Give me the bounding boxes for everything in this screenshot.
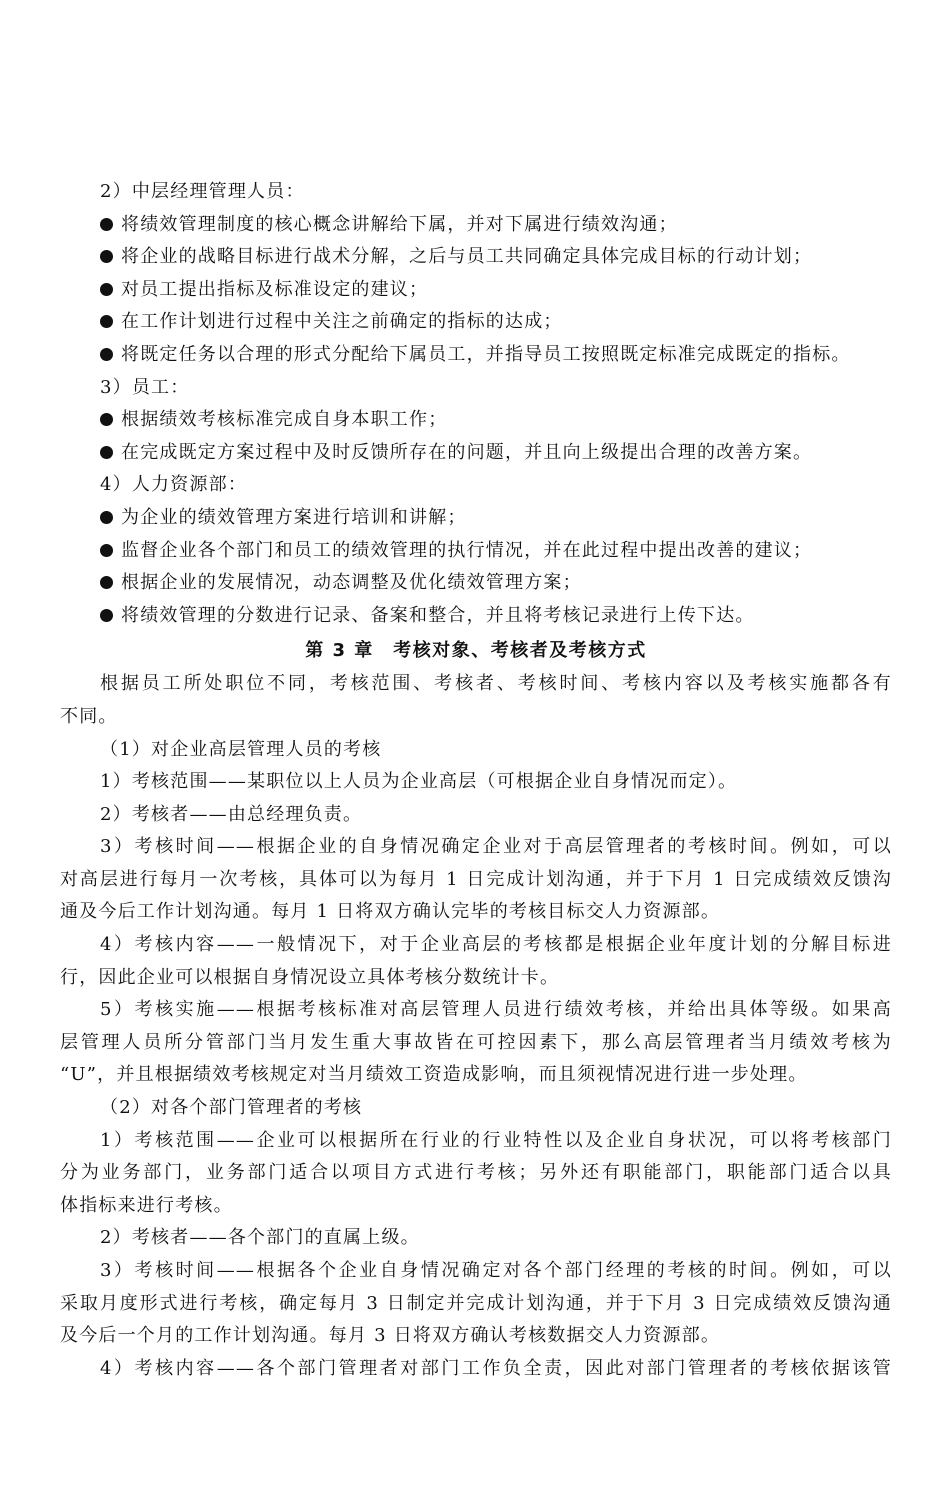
paragraph-line: 行，因此企业可以根据自身情况设立具体考核分数统计卡。 [60, 966, 560, 988]
paragraph-line: 层管理人员所分管部门当月发生重大事故皆在可控因素下，那么高层管理者当月绩效考核为 [60, 1031, 892, 1053]
paragraph-line: 1）考核范围——企业可以根据所在行业的行业特性以及企业自身状况，可以将考核部门 [100, 1129, 892, 1151]
list-item: 为企业的绩效管理方案进行培训和讲解； [60, 502, 892, 535]
paragraph-line: 2）考核者——各个部门的直属上级。 [100, 1227, 420, 1249]
paragraph-line: 4）考核内容——各个部门管理者对部门工作负全责，因此对部门管理者的考核依据该管 [100, 1357, 892, 1379]
paragraph-line: 3）考核时间——根据企业的自身情况确定企业对于高层管理者的考核时间。例如，可以 [100, 836, 892, 858]
bullet-icon [100, 218, 113, 231]
section-heading-staff: 3）员工： [100, 376, 190, 398]
bullet-icon [100, 544, 113, 557]
bullet-icon [100, 348, 113, 361]
bullet-icon [100, 283, 113, 296]
list-item: 将既定任务以合理的形式分配给下属员工，并指导员工按照既定标准完成既定的指标。 [60, 339, 892, 372]
paragraph-line: 3）考核时间——根据各个企业自身情况确定对各个部门经理的考核的时间。例如，可以 [100, 1260, 892, 1281]
section-heading-middle-managers: 2）中层经理管理人员： [100, 181, 305, 202]
bullet-icon [100, 511, 113, 524]
document-page [60, 176, 892, 1385]
list-item: 根据绩效考核标准完成自身本职工作； [60, 404, 892, 437]
bullet-icon [100, 315, 113, 328]
list-item: 将绩效管理制度的核心概念讲解给下属，并对下属进行绩效沟通； [60, 209, 892, 242]
paragraph-line: 1）考核范围——某职位以上人员为企业高层（可根据企业自身情况而定）。 [100, 771, 738, 793]
paragraph-line: “U”，并且根据绩效考核规定对当月绩效工资造成影响，而且须视情况进行进一步处理。 [60, 1064, 808, 1086]
list-item: 在完成既定方案过程中及时反馈所存在的问题，并且向上级提出合理的改善方案。 [60, 437, 892, 470]
bullet-icon [100, 609, 113, 622]
list-item: 监督企业各个部门和员工的绩效管理的执行情况，并在此过程中提出改善的建议； [60, 535, 892, 568]
bullet-icon [100, 446, 113, 459]
paragraph-line: 4）考核内容——一般情况下，对于企业高层的考核都是根据企业年度计划的分解目标进 [100, 934, 892, 956]
section-heading-hr: 4）人力资源部： [100, 474, 248, 496]
paragraph-line: 分为业务部门，业务部门适合以项目方式进行考核；另外还有职能部门，职能部门适合以具 [60, 1162, 892, 1184]
paragraph-line: 体指标来进行考核。 [60, 1194, 233, 1216]
list-item: 在工作计划进行过程中关注之前确定的指标的达成； [60, 306, 892, 339]
list-item: 对员工提出指标及标准设定的建议； [60, 274, 892, 307]
list-item: 根据企业的发展情况，动态调整及优化绩效管理方案； [60, 567, 892, 600]
paragraph-line: 不同。 [60, 705, 118, 727]
subsection-title-department: （2）对各个部门管理者的考核 [100, 1097, 363, 1119]
paragraph-line: 通及今后工作计划沟通。每月 1 日将双方确认完毕的考核目标交人力资源部。 [60, 901, 721, 923]
paragraph-line: 根据员工所处职位不同，考核范围、考核者、考核时间、考核内容以及考核实施都各有 [100, 673, 892, 695]
list-item: 将绩效管理的分数进行记录、备案和整合，并且将考核记录进行上传下达。 [60, 600, 892, 633]
bullet-icon [100, 413, 113, 426]
chapter-title: 第 3 章 考核对象、考核者及考核方式 [305, 640, 647, 662]
paragraph-line: 2）考核者——由总经理负责。 [100, 803, 363, 825]
bullet-icon [100, 576, 113, 589]
paragraph-line: 5）考核实施——根据考核标准对高层管理人员进行绩效考核，并给出具体等级。如果高 [100, 999, 892, 1021]
paragraph-line: 及今后一个月的工作计划沟通。每月 3 日将双方确认考核数据交人力资源部。 [60, 1325, 721, 1347]
paragraph-line: 对高层进行每月一次考核，具体可以为每月 1 日完成计划沟通，并于下月 1 日完成绩效反馈沟 [60, 868, 892, 890]
bullet-icon [100, 250, 113, 263]
list-item: 将企业的战略目标进行战术分解，之后与员工共同确定具体完成目标的行动计划； [60, 241, 892, 274]
paragraph-line: 采取月度形式进行考核，确定每月 3 日制定并完成计划沟通，并于下月 3 日完成绩效反馈沟通 [60, 1292, 892, 1314]
subsection-title-senior: （1）对企业高层管理人员的考核 [100, 738, 382, 760]
